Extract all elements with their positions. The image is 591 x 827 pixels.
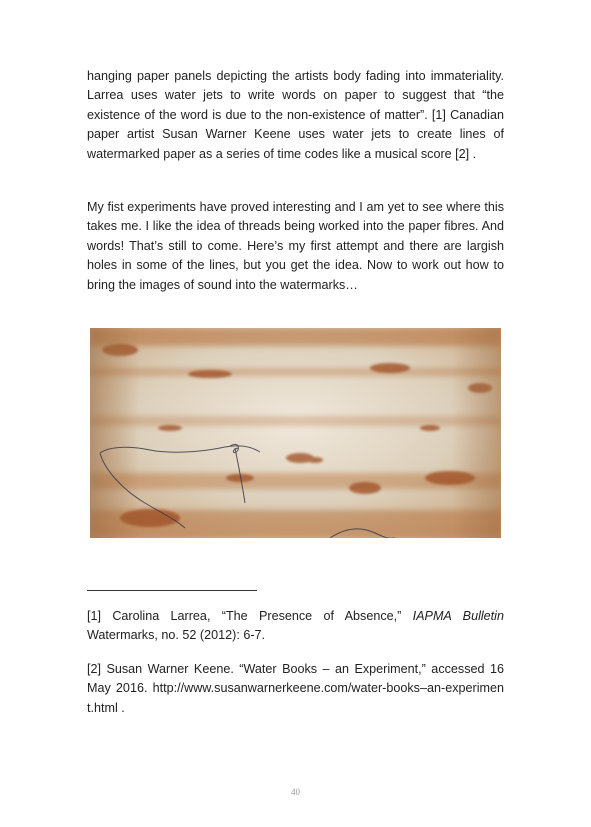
footnote-1-text: [1] Carolina Larrea, “The Presence of Absence,”: [87, 609, 413, 623]
body-paragraph-2: My fist experiments have proved interesting and I am yet to see where this takes me. I like the idea of threads being worked into the paper fibres. And words! That’s still to come. Here’s my first attempt and there are largish holes in some of the lines, but you get the idea. Now to work out how to bring the images of sound into the watermarks…: [87, 200, 504, 292]
body-paragraph-1: hanging paper panels depicting the artists body fading into immateriality. Larrea uses water jets to write words on paper to suggest that “the existence of the word is due to the non-existence of matter”. [1] Canadian paper artist Susan Warner Keene uses water jets to create lines of watermarked paper as a series of time codes like a musical score [2] .: [87, 69, 504, 161]
footnote-separator: [87, 590, 257, 591]
footnote-2-end: .: [117, 700, 125, 715]
footnote-1: [87, 607, 504, 646]
footnote-2-url[interactable]: http://www.susanwarnerkeene.com/water-books–an-experiment.html: [87, 681, 504, 715]
footnote-1-citation: Watermarks, no. 52 (2012): 6-7.: [87, 628, 266, 643]
watermark-paper-photo: [90, 328, 501, 538]
footnote-2-text: [2] Susan Warner Keene. “Water Books – an Experiment,” accessed 16 May 2016.: [87, 662, 504, 696]
footnote-1-journal: IAPMA Bulletin: [412, 609, 504, 623]
footnote-2: [87, 660, 504, 718]
page-number: 40: [291, 787, 300, 797]
